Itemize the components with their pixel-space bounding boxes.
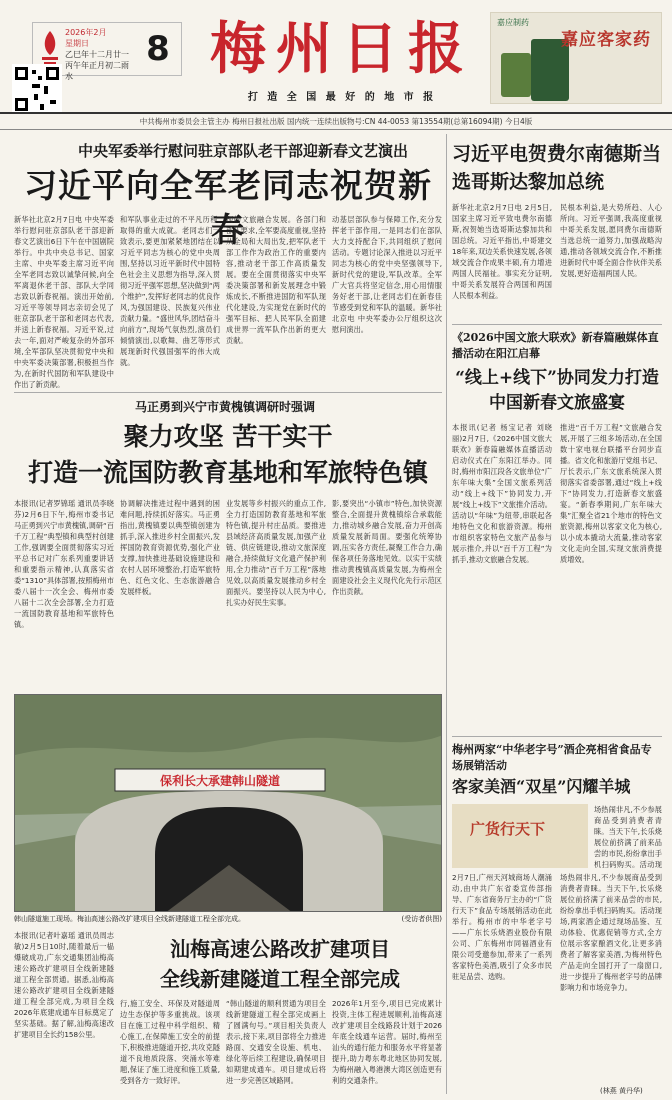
right-story-3-kicker: 梅州两家“中华老字号”酒企亮相省食品专场展销活动 (452, 743, 652, 772)
story-2-kicker: 马正勇到兴宁市黄槐镇调研时强调 (134, 400, 315, 414)
story-2-column-2: 协调解决推进过程中遇到的困难问题,持续抓好落实。马正勇指出,黄槐镇要以典型镇创建为抓手,深入推进乡村全面振兴,发挥国防教育资源优势,强化产业支撑,加快推进基础设施建设和农村人居环境整治,打造军旅特色、红色文化、生态旅游融合发展样板。 (120, 499, 220, 596)
story-3-column-1: 本报讯(记者叶嘉瑶 通讯员周志敏)2月5日10时,随着最后一榀爆破成功,广东交通集团汕梅高速公路改扩建项目全线新建隧道工程全部贯通。据悉,汕梅高速公路改扩建项目全线新建隧道工程全部完成,为项目全线2026年底建成通车目标奠定了坚实基础。据了解,汕梅高速改扩建项目全长约158公里。 (14, 931, 114, 1039)
lead-column-2: 和军队事业走过的不平凡历程,取得的重大成就。老同志们一致表示,要更加紧紧地团结在以习近平同志为核心的党中央周围,坚持以习近平新时代中国特色社会主义思想为指导,深入贯彻习近平强军思想,坚决做到“两个维护”,发挥好老同志的优良作风,为强国建设、民族复兴伟业贡献力量。“盛世风华,团结奋斗向前方”,现场气氛热烈,演员们倾情演出,以歌舞、曲艺等形式展现新时代强国强军的伟大成就。 (120, 215, 220, 367)
story-2-headline-line-1[interactable]: 聚力攻坚 苦干实干 (123, 422, 333, 451)
right-story-1-column-1: 新华社北京2月7日电 2月5日,国家主席习近平致电费尔南德斯,祝贺她当选哥斯达黎加共和国总统。习近平指出,中哥建交18年来,双边关系快速发展,各领域交流合作成果丰硕,有力增进两国人民福祉。事实充分证明,中哥关系发展符合两国和两国人民根本利益。 (452, 203, 552, 300)
expo-banner-text: 广货行天下 (470, 820, 546, 838)
date-lines (65, 27, 131, 82)
tunnel-photo-illustration (15, 695, 442, 912)
lead-headline[interactable]: 习近平向全军老同志祝贺新春 (24, 166, 432, 249)
lead-column-4: 动基层部队参与保障工作,充分发挥老干部作用,一是同志们在部队大力支持配合下,共同组织了慰问活动。专题讨论深入推进以习近平同志为核心的党中央坚强领导下,新时代党的建设,军队改革。全军广大官兵将坚定信念,用心用情服务好老干部,让老同志们在新春佳节感受到党和军队的温暖。新华社北京电 中央军委办公厅组织这次慰问演出。 (332, 215, 442, 334)
tunnel-sign-text: 保利长大承建韩山隧道 (159, 774, 281, 788)
section-divider (452, 736, 662, 737)
right-story-2-column-1: 本报讯(记者 杨宝记者 刘晓丽)2月7日,《2026中国文旅大联欢》新春篇融媒体直播活动启动仪式在广东阳江举办。同时,梅州市阳江段各文旅单位“广东年味大集”全国文旅系列活动“线上+线下”协同发力,开展“线上+线下”文旅推介活动。活动以“年味”为纽带,串联起各地特色文化和旅游资源。梅州市组织客家特色文旅产品参与展示推介,并以“百千万工程”为抓手,推动文旅融合发展。 (452, 423, 552, 564)
right-story-1-headline[interactable]: 习近平电贺费尔南德斯当选哥斯达黎加总统 (452, 143, 662, 193)
right-story-2-column-2: 推进“百千万工程”文旅融合发展,开展了三组多场活动,在全国数十家电视台联播平台同步直播。省文化和旅游厅党组书记、厅长表示,广东文旅系统深入贯彻落实省委部署,通过“线上+线下”协同发力,打造新春文旅盛宴。“新春季期间,广东年味大集”汇聚全省21个地市的特色文旅资源,梅州以客家文化为核心,以小成本撬动大流量,推动客家文化走向全国,实现文旅消费提质增效。 (560, 423, 662, 564)
advertisement[interactable] (490, 12, 662, 104)
right-story-3-column-2: 场热闹非凡,不少参展商品受到消费者青睐。当天下午,长乐烧展位前挤满了前来品尝的市民,纷纷拿出手机扫码购买。活动现场,两家酒企通过现场品鉴、互动体验、优惠促销等方式,全方位展示客家酿酒文化,让更多消费者了解客家美酒,为梅州特色产品走向全国打开了一扇窗口,进一步提升了梅州老字号的品牌影响力和市场竞争力。 (560, 873, 662, 992)
newspaper-logo-icon (39, 29, 61, 69)
right-story-3-headline[interactable]: 客家美酒“双星”闪耀羊城 (452, 777, 631, 796)
page-number: 8 (146, 29, 170, 69)
column-divider (446, 134, 447, 1094)
story-3-headline-line-1[interactable]: 汕梅高速公路改扩建项目 (170, 937, 390, 961)
story-3-headline-line-2[interactable]: 全线新建隧道工程全部完成 (160, 967, 400, 991)
qr-code-icon[interactable] (12, 64, 62, 114)
photo-credit: (受访者供图) (401, 915, 442, 923)
section-divider (452, 324, 662, 325)
masthead (10, 8, 662, 112)
right-story-3-column-2-top: 场热闹非凡,不少参展商品受到消费者青睐。当天下午,长乐烧展位前挤满了前来品尝的市民,纷纷拿出手机扫码购买。活动现 (594, 805, 662, 868)
story-3-column-2: 行,施工安全、环保及对隧道周边生态保护等多重挑战。该项目在施工过程中科学组织、精心施工,在保障施工安全的前提下,积极推进隧道开挖,共攻克隧道不良地质段落、突涌水等难题,保证了施工进度和施工质量,受到各方一致好评。 (120, 999, 220, 1085)
photo-caption (14, 914, 442, 925)
date-weekday: 星期日 (65, 39, 89, 48)
photo-caption-text: 韩山隧道施工现场。梅汕高速公路改扩建项目全线新建隧道工程全部完成。 (14, 915, 245, 923)
right-story-2-kicker: 《2026中国文旅大联欢》新春篇融媒体直播活动在阳江启幕 (452, 331, 659, 360)
date-year-month: 2026年2月 (65, 28, 107, 37)
newspaper-title: 梅州日报 (210, 16, 474, 82)
tunnel-photo[interactable] (14, 694, 442, 912)
lead-column-3: 现的文旅融合发展。各部门和部队要求,全军要高度重视,坚持从全局和大局出发,把军队老干部工作作为政治工作的重要内容,推动老干部工作高质量发展。要在全面贯彻落实中央军委决策部署和新发展理念中锻炼成长,不断推进国防和军队现代化建设,为实现党在新时代的强军目标、把人民军队全面建成世界一流军队作出新的更大贡献。 (226, 215, 326, 345)
right-story-1-column-2: 民根本利益,是大势所趋、人心所向。习近平强调,我高度重视中哥关系发展,愿同费尔南德斯当选总统一道努力,加强战略沟通,推动各领域交流合作,不断推进新时代中哥全面合作伙伴关系发展,更好造福两国人民。 (560, 203, 662, 278)
lead-column-1: 新华社北京2月7日电 中央军委举行慰问驻京部队老干部迎新春文艺演出6日下午在中国剧院举行。中共中央总书记、国家主席、中央军委主席习近平向全军老同志致以诚挚问候,向全军离退休老干部、部队大学同志致以新春祝福。演出开始前,习近平等领导同志亲切会见了驻京部队老干部和老同志代表,并送上新春祝福。习近平说,过去一年,面对严峻复杂的外部环境,全军部队坚决贯彻党中央和中央军委决策部署,积极担当作为,在新时代国防和军队建设中作出了新贡献。 (14, 215, 114, 389)
lunar-date: 乙巳年十二月廿一 (65, 50, 129, 59)
story-2-headline-line-2[interactable]: 打造一流国防教育基地和军旅特色镇 (27, 458, 428, 487)
story-2-column-3: 业发展等乡村振兴的重点工作,全力打造国防教育基地和军旅特色镇,提升村庄品质。要推进县域经济高质量发展,加强产业链、供应链建设,推动文旅深度融合,持续做好文化遗产保护利用,全力推动“百千万工程”落地见效,以高质量发展推动乡村全面振兴。要坚持以人民为中心,扎实办好民生实事。 (226, 499, 326, 607)
ad-product-box-icon (501, 53, 531, 97)
right-story-2-headline[interactable]: “线上+线下”协同发力打造中国新春文旅盛宴 (455, 368, 659, 413)
publication-info-bar: 中共梅州市委员会主管主办 梅州日报社出版 国内统一连续出版物号:CN 44-0053 第13554期(总第16094期) 今日4版 (0, 112, 672, 130)
solar-term: 丙午年正月初二雨水 (65, 61, 129, 81)
story-2-column-1: 本报讯(记者罗锦瑶 通讯员李晓芬)2月6日下午,梅州市委书记马正勇到兴宁市黄槐镇,调研“百千万工程”典型镇和典型村创建工作,强调要全面贯彻落实习近平总书记对广东系列重要讲话和重要指示精神,认真落实省委“1310”具体部署,按照梅州市委八届十一次全会、梅州市委八届十二次全会部署,全力打造一流国防教育基地和军旅特色镇。 (14, 499, 114, 629)
expo-banner-image[interactable] (452, 804, 588, 868)
right-story-3-author: (林燕 黄丹华) (600, 1087, 643, 1095)
story-3-column-3: “韩山隧道的顺利贯通为项目全线新建隧道工程全部完成画上了圆满句号。”项目相关负责人表示,接下来,项目部将全力推进路面、交通安全设施、机电、绿化等后续工程建设,确保项目如期建成通车。项目建成后将进一步完善区域路网。 (226, 999, 326, 1085)
section-divider (14, 392, 442, 393)
ad-title: 嘉应客家药 (561, 30, 651, 50)
lead-kicker: 中央军委举行慰问驻京部队老干部迎新春文艺演出 (78, 142, 409, 160)
newspaper-slogan: 打 造 全 国 最 好 的 地 市 报 (247, 92, 437, 103)
story-2-column-4: 影,要突出“小镇市”特色,加快资源整合,全面提升黄槐镇综合承载能力,推动城乡融合发展,奋力开创高质量发展新局面。要强化统筹协调,压实各方责任,凝聚工作合力,确保各项任务落地见效。以实干实绩推动黄槐镇高质量发展,为梅州全面建设社会主义现代化先行示范区作出贡献。 (332, 499, 442, 596)
ad-brand: 嘉应制药 (497, 18, 529, 27)
right-story-3-column-1: 2月7日,广州天河城商场人潮涌动,由中共广东省委宣传部指导、广东省商务厅主办的“广货行天下”食品专场展销活动在此举行。梅州市的中华老字号——广东长乐烧酒业股份有限公司、广东梅州市同福酒业有限公司受邀参加,带来了一系列客家特色美酒,吸引了众多市民驻足品尝、选购。 (452, 873, 552, 981)
story-3-column-4: 2026年1月至今,项目已完成累计投资,主体工程进展顺利,汕梅高速改扩建项目全线路段计划于2026年底全线通车运营。届时,梅州至汕头的通行能力和服务水平将显著提升,助力粤东粤北地区协同发展,为梅州融入粤港澳大湾区创造更有利的交通条件。 (332, 999, 442, 1085)
